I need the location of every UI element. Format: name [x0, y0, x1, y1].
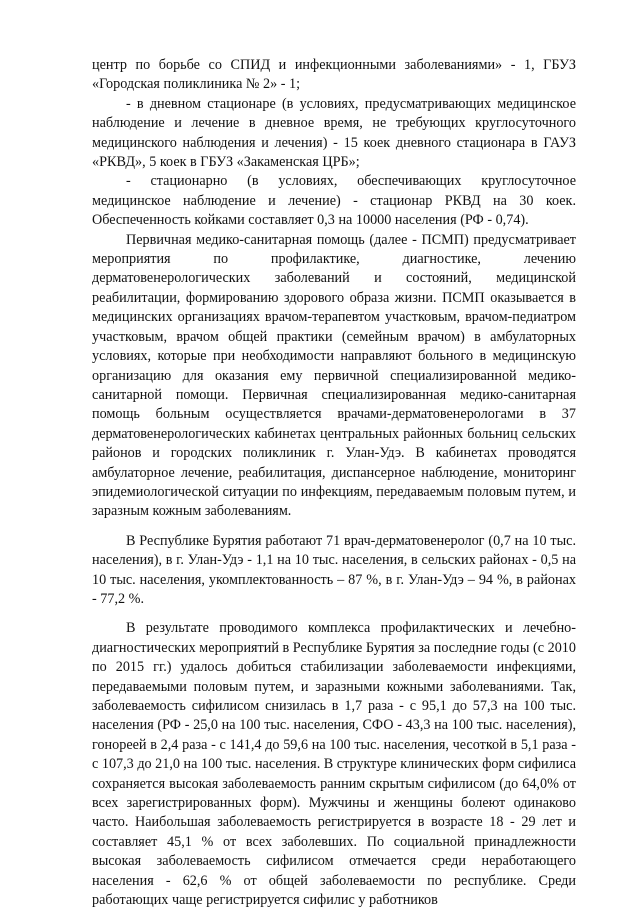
paragraph-day-hospital: - в дневном стационаре (в условиях, предусматривающих медицинское наблюдение и лечение в дневное время, не требующих круглосуточного медицинского наблюдения и лечения) - 15 коек дневного стационара в ГАУЗ «РКВД», 5 коек в ГБУЗ «Закаменская ЦРБ»;: [92, 95, 576, 171]
paragraph-dermatologists-count: В Республике Бурятия работают 71 врач-дерматовенеролог (0,7 на 10 тыс. населения), в г. Улан-Удэ - 1,1 на 10 тыс. населения, в сельских районах - 0,5 на 10 тыс. населения, укомплектованность – 87 %, в г. Улан-Удэ – 94 %, в районах - 77,2 %.: [92, 532, 576, 607]
paragraph-morbidity-results: В результате проводимого комплекса профилактических и лечебно-диагностических мероприятий в Республике Бурятия за последние годы (с 2010 по 2015 гг.) удалось добиться стабилизации заболеваемости инфекциями, передаваемыми половым путем, и заразными кожными заболеваниями. Так, заболеваемость сифилисом снизилась в 1,7 раза - с 95,1 до 57,3 на 100 тыс. населения (РФ - 25,0 на 100 тыс. населения, СФО - 43,3 на 100 тыс. населения), гонореей в 2,4 раза - с 141,4 до 59,6 на 100 тыс. населения, чесоткой в 5,1 раза - с 107,3 до 21,0 на 100 тыс. населения. В структуре клинических форм сифилиса сохраняется высокая заболеваемость ранним скрытым сифилисом (до 64,0% от всех зарегистрированных форм). Мужчины и женщины болеют одинаково часто. Наибольшая заболеваемость регистрируется в возрасте 18 - 29 лет и составляет 45,1 % от всех заболевших. По социальной принадлежности высокая заболеваемость сифилисом отмечается среди неработающего населения - 62,6 % от общей заболеваемости по республике. Среди работающих чаще регистрируется сифилис у работников: [92, 620, 576, 909]
document-page: [92, 56, 576, 910]
paragraph-primary-care: Первичная медико-санитарная помощь (далее - ПСМП) предусматривает мероприятия по профилактике, диагностике, лечению дерматовенерологических заболеваний и состояний, медицинской реабилитации, формированию здорового образа жизни. ПСМП оказывается в медицинских организациях врачом-терапевтом участковым, врачом-педиатром участковым, врачом общей практики (семейным врачом) в амбулаторных условиях, которые при необходимости направляют больного в медицинскую организацию для оказания ему первичной специализированной медико-санитарной помощи. Первичная специализированная медико-санитарная помощь больным осуществляется врачами-дерматовенерологами в 37 дерматовенерологических кабинетах центральных районных больниц сельских районов и городских поликлиник г. Улан-Удэ. В кабинетах проводятся амбулаторное лечение, реабилитация, диспансерное наблюдение, мониторинг эпидемиологической ситуации по инфекциям, передаваемым половым путем, и заразным кожным заболеваниям.: [92, 231, 576, 520]
paragraph-inpatient: - стационарно (в условиях, обеспечивающих круглосуточное медицинское наблюдение и лечение) - стационар РКВД на 30 коек. Обеспеченность койками составляет 0,3 на 10000 населения (РФ - 0,74).: [92, 173, 576, 229]
paragraph-continuation: центр по борьбе со СПИД и инфекционными заболеваниями» - 1, ГБУЗ «Городская поликлиника № 2» - 1;: [92, 57, 576, 93]
